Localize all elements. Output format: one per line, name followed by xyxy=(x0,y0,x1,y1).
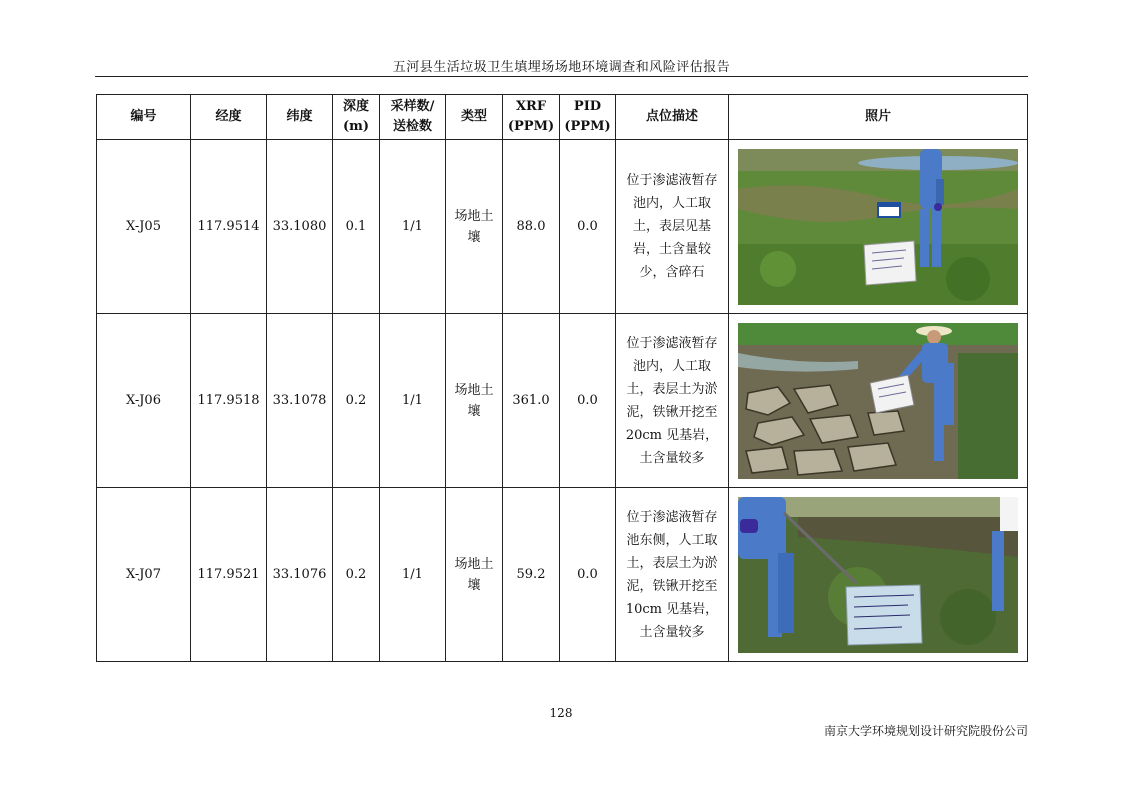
cell-id: X-J06 xyxy=(97,314,191,488)
cell-xrf: 88.0 xyxy=(503,140,560,314)
footer-organization: 南京大学环境规划设计研究院股份公司 xyxy=(823,724,1028,738)
table-row xyxy=(97,140,1028,314)
desc-line: 位于渗滤液暂存 xyxy=(626,509,718,525)
site-photo xyxy=(738,497,1018,653)
cell-samples: 1/1 xyxy=(380,140,446,314)
header-pid xyxy=(560,95,616,140)
site-photo-image xyxy=(738,323,1018,479)
cell-longitude: 117.9514 xyxy=(191,140,267,314)
desc-line: 岩，土含量较 xyxy=(632,242,711,257)
cell-type xyxy=(446,314,503,488)
cell-samples: 1/1 xyxy=(380,314,446,488)
desc-line: 20cm 见基岩， xyxy=(625,427,719,443)
cell-id: X-J05 xyxy=(97,140,191,314)
desc-line: 泥，铁锹开挖至 xyxy=(626,578,718,594)
cell-pid: 0.0 xyxy=(560,488,616,662)
desc-line: 10cm 见基岩， xyxy=(625,601,719,617)
desc-line: 土，表层土为淤 xyxy=(626,555,718,571)
desc-line: 土，表层见基 xyxy=(632,219,711,234)
header-xrf-line1: XRF xyxy=(515,99,547,114)
cell-xrf: 59.2 xyxy=(503,488,560,662)
site-photo-image xyxy=(738,149,1018,305)
header-pid-line1: PID xyxy=(573,99,602,114)
desc-line: 池东侧，人工取 xyxy=(626,532,718,548)
cell-xrf: 361.0 xyxy=(503,314,560,488)
cell-photo xyxy=(729,488,1028,662)
site-photo xyxy=(738,149,1018,305)
header-samples xyxy=(380,95,446,140)
header-pid-line2: (PPM) xyxy=(564,119,611,134)
cell-latitude: 33.1080 xyxy=(267,140,333,314)
header-photo: 照片 xyxy=(729,95,1028,140)
cell-photo xyxy=(729,140,1028,314)
desc-line: 池内，人工取 xyxy=(632,196,711,211)
header-xrf-line2: (PPM) xyxy=(507,119,555,134)
header-depth xyxy=(333,95,380,140)
site-photo xyxy=(738,323,1018,479)
cell-pid: 0.0 xyxy=(560,140,616,314)
cell-type-line2: 壤 xyxy=(467,403,481,419)
cell-type-line1: 场地土 xyxy=(454,382,494,398)
cell-depth: 0.2 xyxy=(333,314,380,488)
header-samples-line2: 送检数 xyxy=(392,119,432,134)
header-longitude: 经度 xyxy=(191,95,267,140)
desc-line: 土含量较多 xyxy=(639,624,705,640)
cell-type xyxy=(446,140,503,314)
cell-latitude: 33.1076 xyxy=(267,488,333,662)
cell-type-line2: 壤 xyxy=(467,577,481,593)
cell-depth: 0.2 xyxy=(333,488,380,662)
cell-type-line1: 场地土 xyxy=(454,556,494,572)
cell-longitude: 117.9518 xyxy=(191,314,267,488)
header-id: 编号 xyxy=(97,95,191,140)
table-row xyxy=(97,488,1028,662)
header-description: 点位描述 xyxy=(616,95,729,140)
cell-id: X-J07 xyxy=(97,488,191,662)
desc-line: 池内，人工取 xyxy=(632,358,711,374)
desc-line: 位于渗滤液暂存 xyxy=(626,335,718,351)
sampling-table xyxy=(96,94,1028,662)
header-rule xyxy=(95,76,1028,77)
page-number: 128 xyxy=(549,706,573,720)
desc-line: 位于渗滤液暂存 xyxy=(626,173,718,188)
table-row xyxy=(97,314,1028,488)
document-header-title: 五河县生活垃圾卫生填埋场场地环境调查和风险评估报告 xyxy=(392,60,731,75)
table-header-row xyxy=(97,95,1028,140)
header-xrf xyxy=(503,95,560,140)
header-depth-line1: 深度 xyxy=(342,99,369,114)
cell-photo xyxy=(729,314,1028,488)
cell-type xyxy=(446,488,503,662)
cell-description xyxy=(616,488,729,662)
desc-line: 泥，铁锹开挖至 xyxy=(626,404,718,420)
header-depth-line2: (m) xyxy=(342,119,370,134)
cell-samples: 1/1 xyxy=(380,488,446,662)
cell-pid: 0.0 xyxy=(560,314,616,488)
cell-description xyxy=(616,314,729,488)
cell-longitude: 117.9521 xyxy=(191,488,267,662)
desc-line: 土，表层土为淤 xyxy=(626,381,718,397)
cell-depth: 0.1 xyxy=(333,140,380,314)
header-samples-line1: 采样数/ xyxy=(390,99,435,114)
cell-type-line2: 壤 xyxy=(467,229,481,245)
cell-description xyxy=(616,140,729,314)
cell-type-line1: 场地土 xyxy=(454,208,494,224)
site-photo-image xyxy=(738,497,1018,653)
desc-line: 土含量较多 xyxy=(639,450,705,466)
desc-line: 少，含碎石 xyxy=(639,265,705,280)
header-latitude: 纬度 xyxy=(267,95,333,140)
cell-latitude: 33.1078 xyxy=(267,314,333,488)
header-type: 类型 xyxy=(446,95,503,140)
